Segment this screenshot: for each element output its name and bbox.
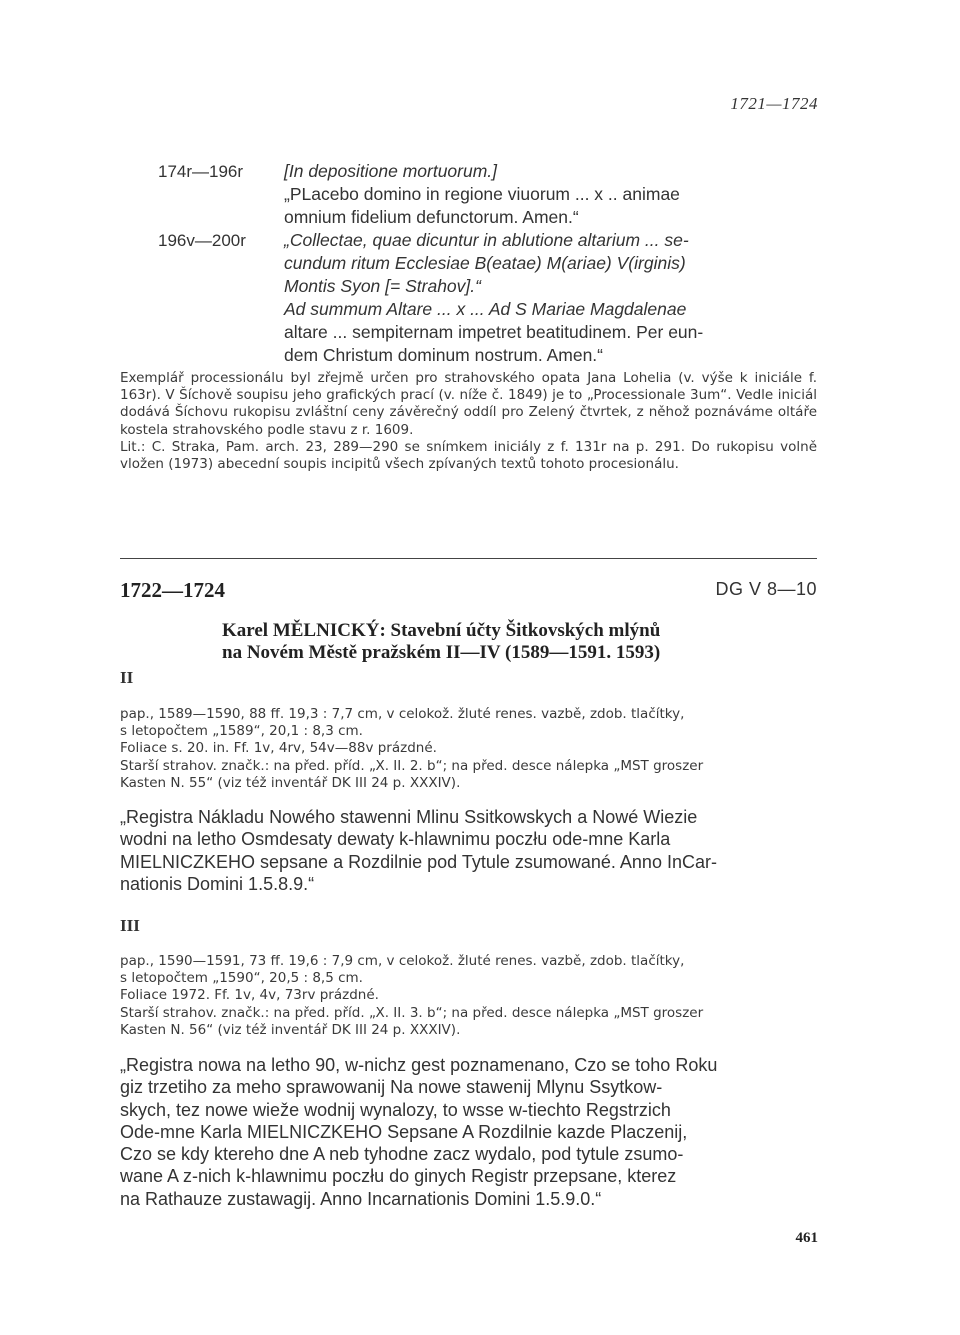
entry-line: dem Christum dominum nostrum. Amen.“ — [284, 345, 603, 365]
quote-line: Czo se kdy ktereho dne A neb tyhodne zacz wydalo, pod tytule zsumo- — [120, 1144, 684, 1165]
quote-line: wane A z-nich k-hlawnimu poczłu do ginych Registr przepsane, kterez — [120, 1166, 677, 1187]
desc-line: Foliace 1972. Ff. 1v, 4v, 73rv prázdné. — [120, 987, 379, 1004]
quote-line: skych, tez nowe wieže wodnij wynalozy, to wsse w-tiechto Regstrzich — [120, 1099, 671, 1120]
note-literature: Lit.: C. Straka, Pam. arch. 23, 289—290 se snímkem iniciály z f. 131r na p. 291. Do rukopisu volně vložen (1973) abecední soupis incipitů všech zpívaných textů tohoto procesionálu. — [120, 438, 817, 473]
entry-1 — [158, 160, 818, 229]
desc-line: Kasten N. 56“ (viz též inventář DK III 24 p. XXXIV). — [120, 1021, 461, 1038]
quote-line: „Registra nowa na letho 90, w-nichz gest poznamenano, Czo se toho Roku — [120, 1055, 718, 1075]
record-header — [120, 578, 817, 608]
entry-line: altare ... sempiternam impetret beatitudinem. Per eun- — [284, 322, 704, 342]
entry-folio: 196v—200r — [158, 231, 246, 250]
section-divider — [120, 558, 817, 559]
entry-line: cundum ritum Ecclesiae B(eatae) M(ariae) V(irginis) — [284, 253, 686, 273]
part-numeral: II — [120, 668, 134, 687]
editorial-note — [120, 370, 817, 473]
entry-line: Ad summum Altare ... x ... Ad S Mariae Magdalenae — [284, 299, 687, 319]
desc-line: Kasten N. 55“ (viz též inventář DK III 24 p. XXXIV). — [120, 774, 461, 791]
page-number: 461 — [795, 1230, 818, 1246]
desc-line: Starší strahov. značk.: na před. příd. „X. II. 3. b“; na před. desce nálepka „MST groszer — [120, 1004, 704, 1021]
quote-line: MIELNICZKEHO sepsane a Rozdilnie pod Tytule zsumowané. Anno InCar- — [120, 851, 717, 872]
quote-line: „Registra Nákladu Nowého stawenni Mlinu Ssitkowskych a Nowé Wiezie — [120, 807, 698, 827]
quote-line: giz trzetiho za meho sprawowanij Na nowe stawenij Mlynu Ssytkow- — [120, 1077, 663, 1098]
title-line: Karel MĚLNICKÝ: Stavební účty Šitkovských mlýnů — [222, 620, 661, 641]
desc-line: Starší strahov. značk.: na před. příd. „X. II. 2. b“; na před. desce nálepka „MST groszer — [120, 757, 704, 774]
entry-line: Montis Syon [= Strahov].“ — [284, 276, 481, 296]
entry-line: „Collectae, quae dicuntur in ablutione altarium ... se- — [284, 230, 689, 250]
part-quote — [120, 1054, 820, 1210]
part-numeral: III — [120, 916, 140, 935]
entry-line: „PLacebo domino in regione viuorum ... x .. animae — [284, 184, 680, 204]
part-description — [120, 706, 817, 792]
part-quote — [120, 806, 820, 895]
part-description — [120, 953, 817, 1039]
desc-line: s letopočtem „1590“, 20,5 : 8,5 cm. — [120, 970, 363, 987]
quote-line: nationis Domini 1.5.8.9.“ — [120, 873, 315, 894]
entry-line: omnium fidelium defunctorum. Amen.“ — [284, 207, 579, 227]
title-line: na Novém Městě pražském II—IV (1589—1591. 1593) — [222, 642, 661, 663]
desc-line: pap., 1590—1591, 73 ff. 19,6 : 7,9 cm, v celokož. žluté renes. vazbě, zdob. tlačítky, — [120, 953, 685, 969]
entry-folio: 174r—196r — [158, 162, 244, 181]
entry-text — [284, 229, 818, 367]
record-title — [222, 620, 742, 664]
running-head: 1721—1724 — [730, 94, 818, 113]
desc-line: s letopočtem „1589“, 20,1 : 8,3 cm. — [120, 723, 363, 740]
entry-text — [284, 160, 818, 229]
content-entries — [158, 160, 818, 367]
desc-line: pap., 1589—1590, 88 ff. 19,3 : 7,7 cm, v celokož. žluté renes. vazbě, zdob. tlačítky, — [120, 706, 685, 722]
record-signature: DG V 8—10 — [715, 579, 817, 599]
record-years: 1722—1724 — [120, 578, 225, 602]
quote-line: Ode-mne Karla MIELNICZKEHO Sepsane A Rozdilnie kazde Placzenij, — [120, 1121, 688, 1142]
quote-line: na Rathauze zustawagij. Anno Incarnationis Domini 1.5.9.0.“ — [120, 1188, 602, 1209]
quote-line: wodni na letho Osmdesaty dewaty k-hlawnimu poczłu ode-mne Karla — [120, 829, 671, 850]
note-paragraph: Exemplář processionálu byl zřejmě určen pro strahovského opata Jana Lohelia (v. výše k iniciále f. 163r). V Šíchově soupisu jeho grafických prací (v. níže č. 1849) je to „Processionale 3um“. Vedle iniciál dodává Šíchovu rukopisu zvláštní ceny závěrečný oddíl pro Zelený čtvrtek, z něhož poznáváme oltáře kostela strahovského podle stavu z r. 1609. — [120, 370, 817, 438]
desc-line: Foliace s. 20. in. Ff. 1v, 4rv, 54v—88v prázdné. — [120, 740, 437, 757]
entry-2 — [158, 229, 818, 367]
entry-line: [In depositione mortuorum.] — [284, 161, 498, 181]
